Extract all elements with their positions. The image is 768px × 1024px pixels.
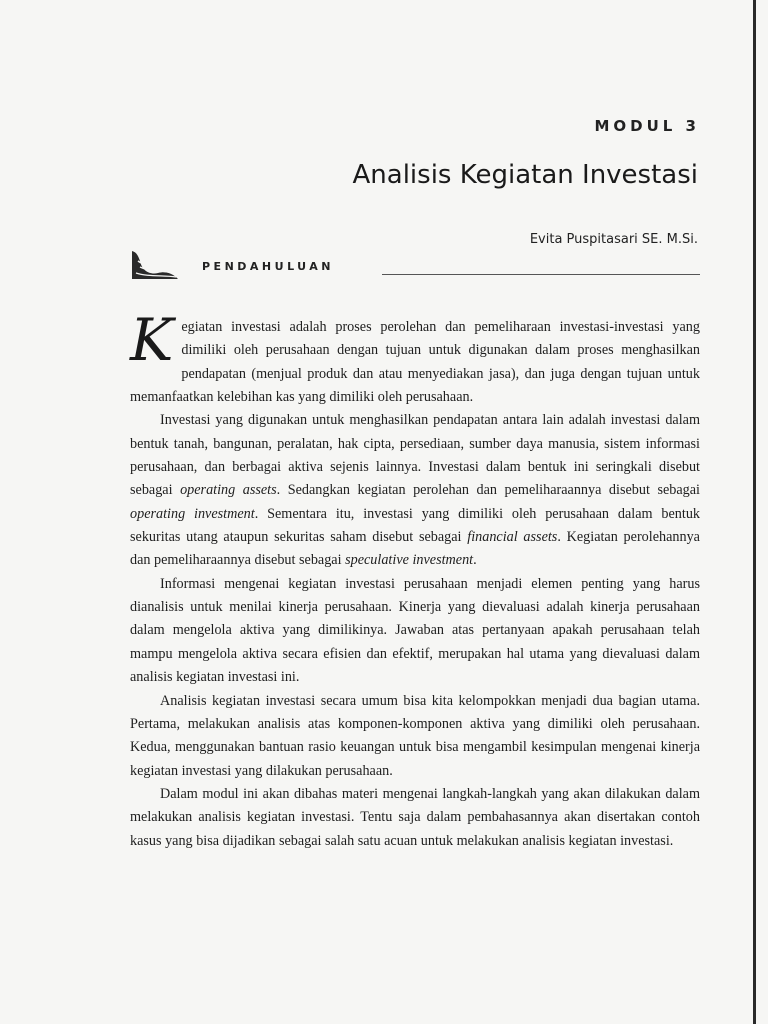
author-name: Evita Puspitasari SE. M.Si.	[529, 232, 698, 247]
paragraph-2	[130, 409, 700, 572]
paragraph-2-text-2: . Sedangkan kegiatan perolehan dan pemeliharaannya disebut sebagai	[276, 482, 700, 499]
body-text	[130, 306, 701, 853]
paragraph-2-text-4: . Kegiatan perolehannya dan pemeliharaannya disebut sebagai	[130, 529, 700, 569]
section-rule	[382, 274, 700, 275]
section-label: PENDAHULUAN	[202, 260, 334, 273]
page-edge-line	[753, 0, 756, 1024]
paragraph-2-text-3: . Sementara itu, investasi yang dimiliki oleh perusahaan dalam bentuk sekuritas utang ataupun sekuritas saham disebut sebagai	[130, 505, 701, 546]
section-heading	[128, 247, 700, 283]
paragraph-1	[130, 306, 700, 409]
page-curl-icon	[128, 247, 184, 283]
term-financial-assets: financial assets	[467, 529, 558, 546]
drop-cap: K	[130, 306, 174, 374]
paragraph-1-text: egiatan investasi adalah proses perolehan dan pemeliharaan investasi-investasi yang dimiliki oleh perusahaan dengan tujuan untuk digunakan dalam proses menghasilkan pendapatan (menjual produk dan atau menyediakan jasa), dan juga dengan tujuan untuk memanfaatkan kelebihan kas yang dimiliki oleh perusahaan.	[130, 319, 700, 406]
paragraph-2-text-1: Investasi yang digunakan untuk menghasilkan pendapatan antara lain adalah investasi dalam bentuk tanah, bangunan, peralatan, hak cipta, persediaan, sumber daya manusia, sistem informasi perusahaan, dan berbagai aktiva sejenis lainnya. Investasi dalam bentuk ini seringkali disebut sebagai	[130, 412, 700, 499]
module-label: MODUL 3	[594, 117, 700, 135]
term-speculative-investment: speculative investment	[345, 552, 474, 569]
paragraph-5: Dalam modul ini akan dibahas materi mengenai langkah-langkah yang akan dilakukan dalam melakukan analisis kegiatan investasi. Tentu saja dalam pembahasannya akan disertakan contoh kasus yang bisa dijadikan sebagai salah satu acuan untuk melakukan analisis kegiatan investasi.	[130, 785, 700, 849]
paragraph-4: Analisis kegiatan investasi secara umum bisa kita kelompokkan menjadi dua bagian utama. Pertama, melakukan analisis atas komponen-komponen aktiva yang dimiliki oleh perusahaan. Kedua, menggunakan bantuan rasio keuangan untuk bisa mengambil kesimpulan mengenai kinerja kegiatan investasi yang dilakukan perusahaan.	[130, 692, 700, 779]
page-title: Analisis Kegiatan Investasi	[352, 160, 698, 190]
term-operating-assets: operating assets	[180, 482, 277, 499]
paragraph-2-text-5: .	[473, 552, 477, 569]
term-operating-investment: operating investment	[130, 505, 255, 522]
paragraph-3: Informasi mengenai kegiatan investasi perusahaan menjadi elemen penting yang harus dianalisis untuk menilai kinerja perusahaan. Kinerja yang dievaluasi adalah kinerja perusahaan dalam mengelola aktiva yang dimilikinya. Jawaban atas pertanyaan apakah perusahaan telah mampu mengelola aktiva secara efisien dan efektif, merupakan hal utama yang dievaluasi dalam analisis kegiatan investasi ini.	[130, 575, 700, 686]
